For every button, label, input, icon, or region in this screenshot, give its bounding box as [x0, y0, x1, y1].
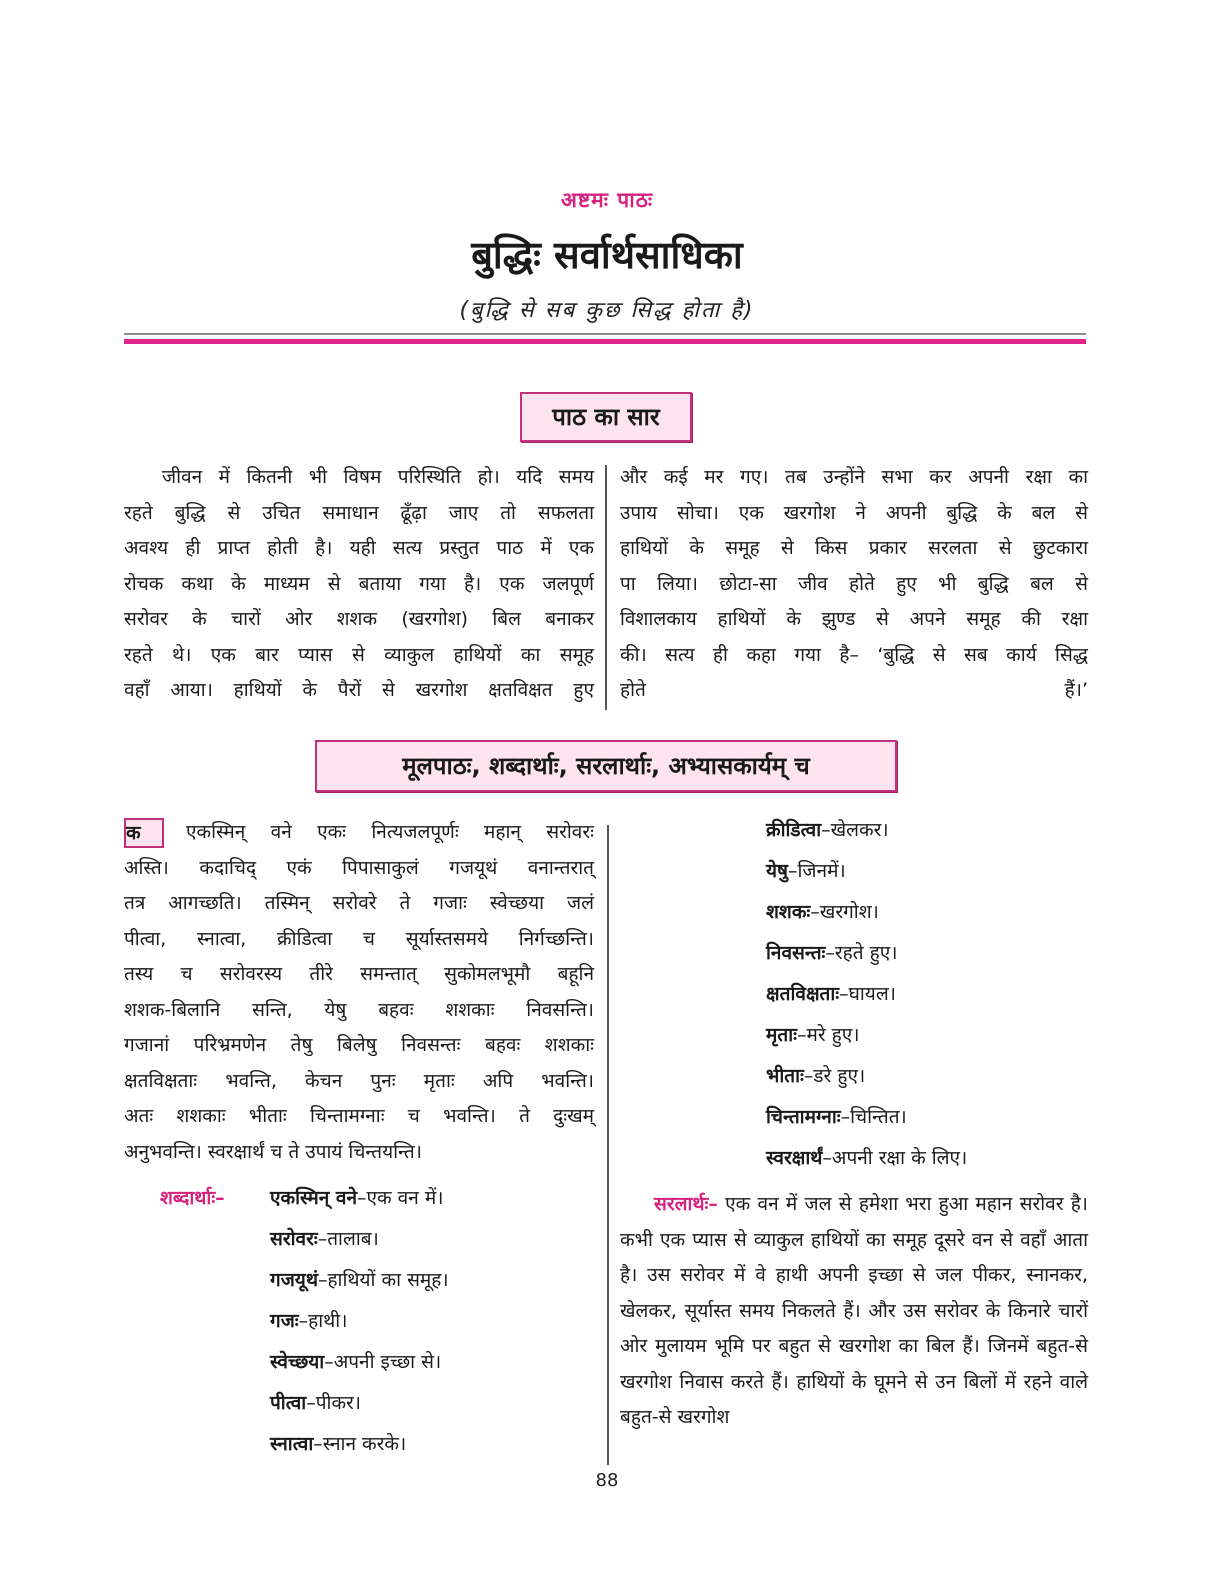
passage-label-badge: क	[124, 818, 164, 848]
glossary-term: गजयूथं	[270, 1269, 318, 1291]
glossary-right	[766, 810, 967, 1179]
glossary-meaning: –अपनी इच्छा से।	[324, 1351, 442, 1373]
glossary-left	[160, 1178, 449, 1465]
summary-line: उपाय सोचा। एक खरगोश ने अपनी बुद्धि के बल से	[620, 501, 1088, 524]
glossary-item	[160, 1260, 449, 1301]
column-divider	[605, 465, 607, 710]
glossary-item	[160, 1383, 449, 1424]
summary-line: वहाँ आया। हाथियों के पैरों से खरगोश क्षतविक्षत हुए	[124, 679, 594, 701]
glossary-term: क्षतविक्षताः	[766, 983, 840, 1005]
glossary-meaning: –हाथियों का समूह।	[317, 1269, 449, 1291]
glossary-term: सरोवरः	[270, 1228, 318, 1250]
summary-line: और कई मर गए। तब उन्होंने सभा कर अपनी रक्षा का	[620, 466, 1088, 488]
lesson-subtitle: (बुद्धि से सब कुछ सिद्ध होता है)	[459, 298, 755, 323]
glossary-meaning: –चिन्तित।	[840, 1106, 907, 1128]
passage-line: शशक-बिलानि सन्ति, येषु बहवः शशकाः निवसन्ति।	[124, 998, 594, 1021]
glossary-meaning: –डरे हुए।	[803, 1065, 866, 1087]
simple-meaning-label: सरलार्थः–	[654, 1193, 718, 1215]
glossary-meaning: –घायल।	[839, 983, 896, 1005]
passage-line: पीत्वा, स्नात्वा, क्रीडित्वा च सूर्यास्तसमये निर्गच्छन्ति।	[124, 927, 594, 950]
summary-line: सरोवर के चारों ओर शशक (खरगोश) बिल बनाकर	[124, 608, 594, 630]
glossary-meaning: –स्नान करके।	[313, 1433, 407, 1455]
glossary-meaning: –पीकर।	[306, 1392, 362, 1414]
glossary-meaning: –मरे हुए।	[796, 1024, 860, 1046]
glossary-term: एकस्मिन् वने	[270, 1187, 358, 1209]
passage-line: क्षतविक्षताः भवन्ति, केचन पुनः मृताः अपि भवन्ति।	[124, 1069, 594, 1092]
glossary-item	[766, 1015, 967, 1056]
summary-line: रहते थे। एक बार प्यास से व्याकुल हाथियों का समूह	[124, 643, 594, 666]
glossary-term: क्रीडित्वा	[766, 819, 822, 841]
glossary-term: स्नात्वा	[270, 1433, 314, 1455]
page-number: 88	[595, 1470, 619, 1491]
passage-line: अस्ति। कदाचिद् एकं पिपासाकुलं गजयूथं वनान्तरात्	[124, 856, 594, 879]
summary-left-column	[124, 460, 594, 709]
glossary-term: गजः	[270, 1310, 299, 1332]
glossary-meaning: –हाथी।	[298, 1310, 348, 1332]
sanskrit-passage	[124, 815, 594, 1170]
glossary-term: भीताः	[766, 1065, 804, 1087]
summary-line: की। सत्य ही कहा गया है– ‘बुद्धि से सब कार्य सिद्ध	[620, 643, 1088, 666]
glossary-term: शशकः	[766, 901, 811, 923]
glossary-meaning: –तालाब।	[317, 1228, 379, 1250]
glossary-meaning: –खरगोश।	[810, 901, 879, 923]
passage-line: अनुभवन्ति। स्वरक्षार्थं च ते उपायं चिन्तयन्ति।	[124, 1140, 422, 1163]
glossary-item	[766, 1138, 967, 1179]
glossary-item	[766, 1056, 967, 1097]
glossary-item	[766, 933, 967, 974]
simple-meaning	[620, 1187, 1088, 1436]
glossary-item	[160, 1342, 449, 1383]
summary-line: पा लिया। छोटा-सा जीव होते हुए भी बुद्धि बल से	[620, 572, 1088, 595]
glossary-item	[160, 1301, 449, 1342]
passage-line: गजानां परिभ्रमणेन तेषु बिलेषु निवसन्तः बहवः शशकाः	[124, 1034, 594, 1056]
summary-line: रोचक कथा के माध्यम से बताया गया है। एक जलपूर्ण	[124, 572, 594, 595]
glossary-term: निवसन्तः	[766, 942, 826, 964]
summary-line: जीवन में कितनी भी विषम परिस्थिति हो। यदि समय	[162, 466, 594, 488]
glossary-term: चिन्तामग्नाः	[766, 1106, 841, 1128]
glossary-item	[766, 810, 967, 851]
summary-line: विशालकाय हाथियों के झुण्ड से अपने समूह की रक्षा	[620, 608, 1088, 630]
glossary-term: स्वरक्षार्थं	[766, 1147, 823, 1169]
summary-line: अवश्य ही प्राप्त होती है। यही सत्य प्रस्तुत पाठ में एक	[124, 537, 594, 559]
passage-line	[124, 815, 594, 851]
glossary-item	[766, 892, 967, 933]
passage-line: तस्य च सरोवरस्य तीरे समन्तात् सुकोमलभूमौ बहूनि	[124, 963, 594, 985]
glossary-item	[160, 1219, 449, 1260]
glossary-item	[160, 1424, 449, 1465]
summary-line: होते हैं।’	[620, 679, 1088, 701]
header-divider-gray	[124, 333, 1086, 335]
glossary-meaning: –जिनमें।	[788, 860, 846, 882]
glossary-item	[766, 851, 967, 892]
glossary-item	[766, 974, 967, 1015]
summary-heading: पाठ का सार	[520, 392, 692, 442]
glossary-meaning: –रहते हुए।	[825, 942, 898, 964]
passage-line: तत्र आगच्छति। तस्मिन् सरोवरे ते गजाः स्वेच्छया जलं	[124, 892, 594, 914]
glossary-term: मृताः	[766, 1024, 797, 1046]
lesson-title: बुद्धिः सर्वार्थसाधिका	[471, 233, 743, 277]
glossary-item	[160, 1178, 449, 1219]
lesson-number: अष्टमः पाठः	[560, 188, 654, 212]
passage-line-text: एकस्मिन् वने एकः नित्यजलपूर्णः महान् सरोवरः	[186, 821, 594, 843]
main-section-heading: मूलपाठः, शब्दार्थाः, सरलार्थाः, अभ्यासकार्यम् च	[315, 740, 897, 792]
glossary-item	[766, 1097, 967, 1138]
glossary-meaning: –अपनी रक्षा के लिए।	[822, 1147, 968, 1169]
simple-meaning-text: एक वन में जल से हमेशा भरा हुआ महान सरोवर है। कभी एक प्यास से व्याकुल हाथियों का समूह दूसरे वन से वहाँ आता है। उस सरोवर में वे हाथी अपनी इच्छा से जल पीकर, स्नानकर, खेलकर, सूर्यास्त समय निकलते हैं। और उस सरोवर के किनारे चारों ओर मुलायम भूमि पर बहुत से खरगोश का बिल हैं। जिनमें बहुत-से खरगोश निवास करते हैं। हाथियों के घूमने से उन बिलों में रहने वाले बहुत-से खरगोश	[620, 1193, 1089, 1428]
summary-line: हाथियों के समूह से किस प्रकार सरलता से छुटकारा	[620, 537, 1088, 559]
glossary-term: येषु	[766, 860, 789, 882]
glossary-label: शब्दार्थाः–	[160, 1187, 225, 1209]
header-divider-pink	[124, 339, 1086, 344]
column-divider	[607, 825, 609, 1465]
glossary-meaning: –खेलकर।	[821, 819, 889, 841]
glossary-term: पीत्वा	[270, 1392, 307, 1414]
glossary-meaning: –एक वन में।	[357, 1187, 444, 1209]
summary-right-column	[620, 460, 1088, 709]
passage-line: अतः शशकाः भीताः चिन्तामग्नाः च भवन्ति। ते दुःखम्	[124, 1105, 594, 1127]
glossary-term: स्वेच्छया	[270, 1351, 325, 1373]
summary-line: रहते बुद्धि से उचित समाधान ढूँढ़ा जाए तो सफलता	[124, 501, 594, 524]
